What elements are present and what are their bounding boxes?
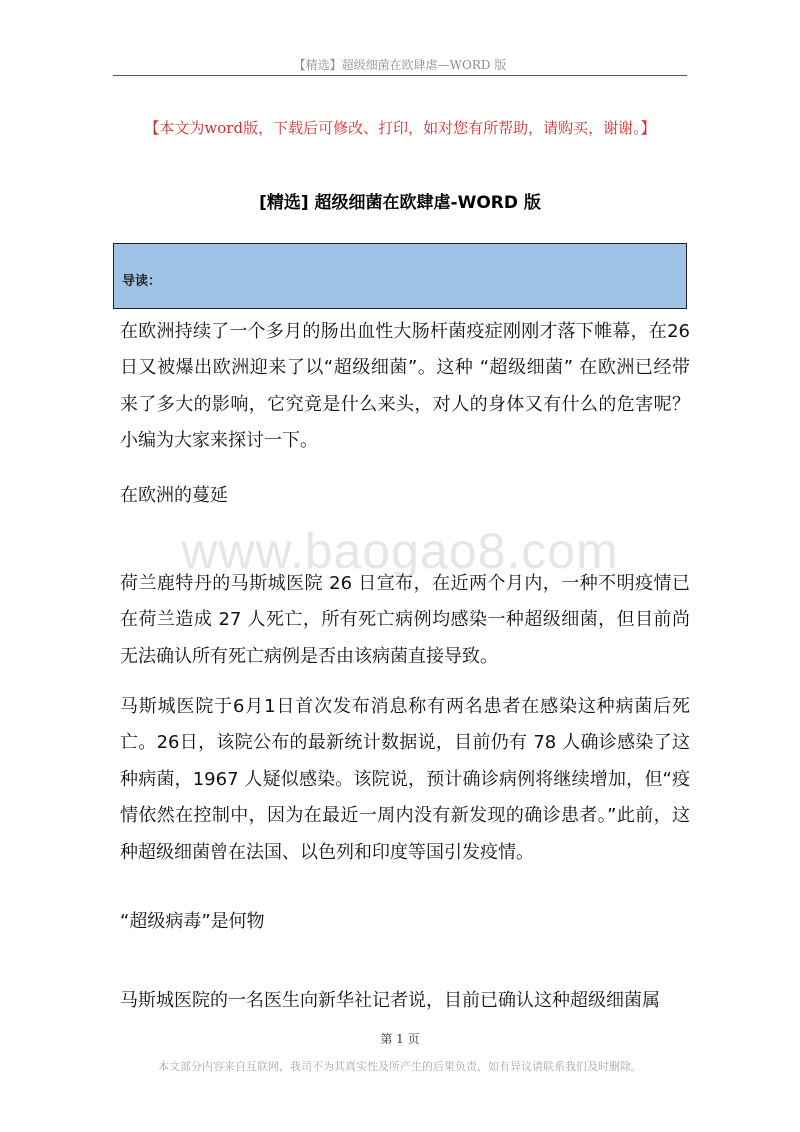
purchase-notice: 【本文为word版，下载后可修改、打印，如对您有所帮助，请购买，谢谢。】 xyxy=(144,119,656,137)
guide-box xyxy=(113,243,687,309)
watermark: www.baogao8.com xyxy=(181,523,619,579)
paragraph-hospital-announcement: 荷兰鹿特丹的马斯城医院 26 日宣布，在近两个月内，一种不明疫情已在荷兰造成 27 人死亡，所有死亡病例均感染一种超级细菌，但目前尚无法确认所有死亡病例是否由该病菌直接导致。 xyxy=(120,573,690,667)
document-title: [精选] 超级细菌在欧肆虐-WORD 版 xyxy=(259,193,541,213)
paragraph-intro: 在欧洲持续了一个多月的肠出血性大肠杆菌疫症刚刚才落下帷幕，在26日又被爆出欧洲迎来了以“超级细菌”。这种 “超级细菌” 在欧洲已经带来了多大的影响，它究竟是什么来头，对人的身体又有什么的危害呢？小编为大家来探讨一下。 xyxy=(120,321,690,452)
footer-disclaimer: 本文部分内容来自互联网，我司不为其真实性及所产生的后果负责，如有异议请联系我们及时删除。 xyxy=(158,1060,642,1073)
section-heading-what-is: “超级病毒”是何物 xyxy=(120,911,265,932)
page-number: 第 1 页 xyxy=(380,1032,420,1046)
paragraph-statistics: 马斯城医院于6月1日首次发布消息称有两名患者在感染这种病菌后死亡。26日，该院公布的最新统计数据说，目前仍有 78 人确诊感染了这种病菌，1967 人疑似感染。该院说，预计确诊病例将继续增加，但“疫情依然在控制中，因为在最近一周内没有新发现的确诊患者。”此前，这种超级细菌曾在法国、以色列和印度等国引发疫情。 xyxy=(120,696,690,863)
header-divider xyxy=(113,75,687,76)
guide-label: 导读： xyxy=(122,274,162,289)
page-header-title: 【精选】超级细菌在欧肆虐—WORD 版 xyxy=(293,58,507,72)
paragraph-doctor-statement: 马斯城医院的一名医生向新华社记者说，目前已确认这种超级细菌属 xyxy=(120,990,660,1011)
section-heading-spread: 在欧洲的蔓延 xyxy=(120,485,228,506)
